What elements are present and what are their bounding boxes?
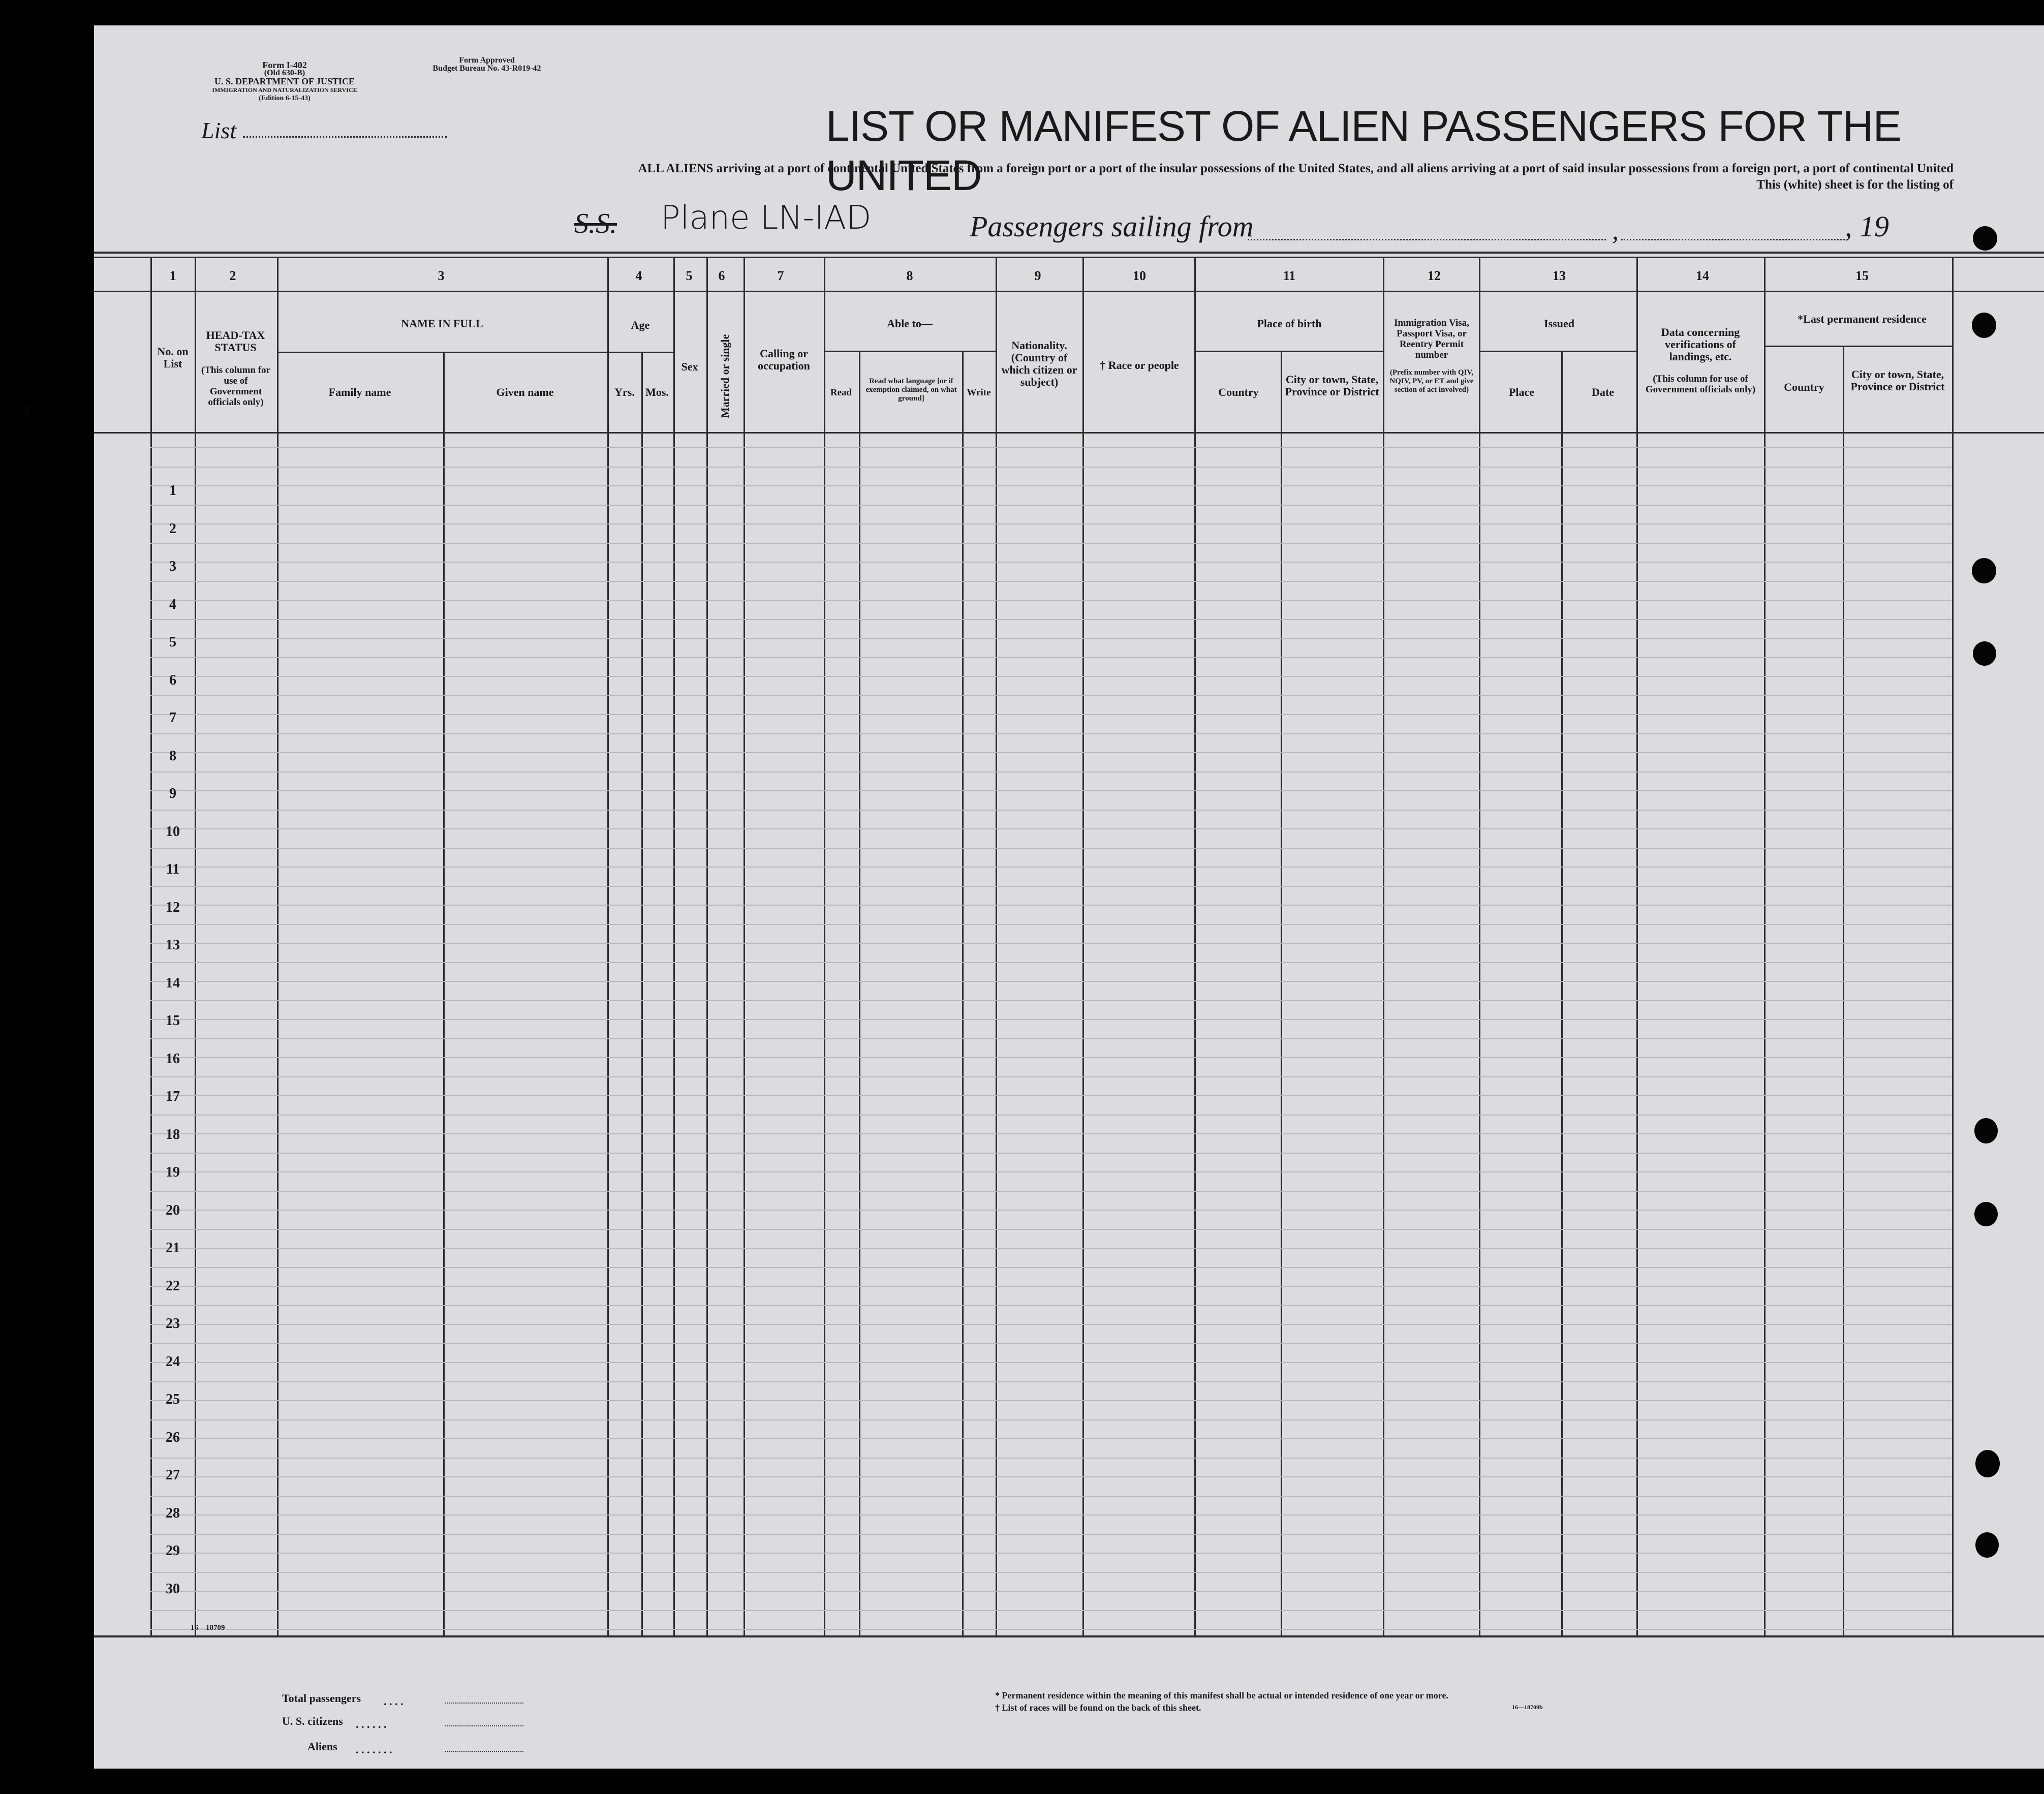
ruled-line <box>150 1248 1952 1249</box>
header-place-of-birth: Place of birth <box>1257 317 1322 330</box>
ruled-line <box>150 810 1952 811</box>
col-num-10: 10 <box>1133 268 1146 283</box>
table-top-border <box>94 252 2044 254</box>
residence-subheader-line <box>1764 346 1952 347</box>
budget-bureau: Budget Bureau No. 43-R019-42 <box>432 64 541 73</box>
header-head-tax: HEAD-TAX STATUS <box>206 329 265 354</box>
row-number: 18 <box>166 1127 180 1142</box>
ruled-line <box>150 1553 1952 1554</box>
col-line <box>706 257 708 1636</box>
aliens-label: Aliens <box>307 1740 337 1753</box>
ruled-line <box>150 1419 1952 1420</box>
ruled-line <box>150 752 1952 753</box>
header-head-tax-note: (This column for use of Government officials only) <box>201 365 271 408</box>
header-race: † Race or people <box>1100 359 1179 372</box>
header-sex: Sex <box>681 360 698 373</box>
ruled-line <box>150 1286 1952 1287</box>
footnote-races: † List of races will be found on the back of this sheet. <box>995 1703 1201 1713</box>
ruled-line <box>150 1057 1952 1058</box>
age-subheader-line <box>607 352 673 353</box>
ruled-line <box>150 943 1952 944</box>
ruled-line <box>150 1076 1952 1077</box>
row-number: 2 <box>169 521 176 537</box>
ruled-line <box>150 1153 1952 1154</box>
row-number: 17 <box>166 1089 180 1104</box>
row-number: 9 <box>169 786 176 801</box>
row-number: 16 <box>166 1051 180 1067</box>
header-able-to: Able to— <box>887 317 933 330</box>
header-date: Date <box>1592 386 1614 398</box>
table-top-border-2 <box>94 257 2044 258</box>
ruled-line <box>150 848 1952 849</box>
ruled-line <box>150 1629 1952 1630</box>
header-read: Read <box>830 387 852 398</box>
ruled-line <box>150 1362 1952 1363</box>
sailing-from-field[interactable] <box>1248 239 1606 240</box>
ruled-line <box>150 600 1952 601</box>
ruled-line <box>150 1438 1952 1439</box>
ruled-line <box>150 581 1952 582</box>
row-number: 10 <box>166 824 180 840</box>
col-num-15: 15 <box>1855 268 1869 283</box>
able-subheader-line <box>824 351 996 352</box>
header-name-in-full: NAME IN FULL <box>401 317 483 330</box>
col-line <box>1194 257 1196 1636</box>
ruled-line <box>150 771 1952 772</box>
ruled-line <box>150 1191 1952 1192</box>
row-number: 4 <box>169 597 176 612</box>
col-line <box>1843 346 1844 1636</box>
row-number: 7 <box>169 710 176 726</box>
dot-leader: . . . . . . <box>356 1718 387 1730</box>
row-number: 12 <box>166 900 180 915</box>
ruled-line <box>150 1324 1952 1325</box>
vessel-handwritten[interactable]: Plane LN-IAD <box>661 199 872 237</box>
header-no-on-list: No. on List <box>157 345 189 370</box>
ruled-line <box>150 886 1952 887</box>
col-num-7: 7 <box>777 268 784 283</box>
col-num-5: 5 <box>686 268 693 283</box>
punch-hole <box>1975 1532 1999 1558</box>
form-number: Form I-402 <box>262 60 307 70</box>
ruled-line <box>150 1038 1952 1039</box>
col-line <box>1636 257 1638 1636</box>
ruled-line <box>150 505 1952 506</box>
date-field[interactable] <box>1621 239 1845 240</box>
ruled-line <box>150 676 1952 677</box>
punch-hole <box>1972 313 1996 338</box>
ruled-line <box>150 1000 1952 1001</box>
row-number: 5 <box>169 634 176 650</box>
ruled-line <box>150 467 1952 468</box>
row-number: 28 <box>166 1505 180 1521</box>
col-num-14: 14 <box>1696 268 1709 283</box>
header-city-town-2: City or town, State, Province or District <box>1850 368 1945 393</box>
ruled-line <box>150 714 1952 715</box>
ruled-line <box>150 695 1952 696</box>
ruled-line <box>150 924 1952 925</box>
ruled-line <box>150 1095 1952 1096</box>
col-line <box>641 352 643 1636</box>
col-num-6: 6 <box>718 268 725 283</box>
col-num-4: 4 <box>635 268 642 283</box>
col-num-2: 2 <box>229 268 236 283</box>
header-issued: Issued <box>1544 317 1574 330</box>
form-approved: Form Approved <box>459 56 515 65</box>
punch-hole <box>1972 558 1996 583</box>
footnote-permanent: * Permanent residence within the meaning of this manifest shall be actual or intended residence of one year or more. <box>995 1690 1448 1700</box>
col-num-9: 9 <box>1034 268 1041 283</box>
row-number: 20 <box>166 1202 180 1218</box>
header-nationality: Nationality. (Country of which citizen or subject) <box>1001 339 1077 388</box>
ruled-line <box>150 1267 1952 1268</box>
manifest-sheet <box>94 25 2044 1769</box>
col-line <box>824 257 825 1636</box>
col-num-8: 8 <box>906 268 913 283</box>
row-number: 13 <box>166 937 180 953</box>
col-line <box>1952 257 1954 1636</box>
row-number: 19 <box>166 1164 180 1180</box>
col-line <box>1082 257 1084 1636</box>
ruled-line <box>150 867 1952 868</box>
print-code: 16—18709 <box>191 1624 225 1632</box>
column-number-divider <box>94 291 2044 292</box>
ruled-line <box>150 1458 1952 1459</box>
ruled-line <box>150 1514 1952 1515</box>
header-yrs: Yrs. <box>614 386 635 398</box>
total-passengers-field[interactable] <box>445 1703 523 1704</box>
us-citizens-label: U. S. citizens <box>282 1715 343 1727</box>
row-number: 24 <box>166 1354 180 1370</box>
col-num-11: 11 <box>1283 268 1296 283</box>
col-line <box>607 257 609 1636</box>
ruled-line <box>150 962 1952 963</box>
ruled-line <box>150 1534 1952 1535</box>
ruled-line <box>150 1115 1952 1116</box>
ruled-line <box>150 828 1952 829</box>
col-line <box>150 257 152 1636</box>
department-name: U. S. DEPARTMENT OF JUSTICE <box>214 76 355 86</box>
ruled-line <box>150 981 1952 982</box>
col-line <box>443 352 445 1636</box>
subtitle-line2: This (white) sheet is for the listing of <box>1756 178 1954 192</box>
name-subheader-line <box>277 352 607 353</box>
header-place: Place <box>1508 386 1535 398</box>
ruled-line <box>150 1476 1952 1477</box>
col-num-3: 3 <box>438 268 445 283</box>
col-line <box>1764 257 1766 1636</box>
header-visa: Immigration Visa, Passport Visa, or Reentry Permit number <box>1394 318 1469 360</box>
ruled-line <box>150 1496 1952 1497</box>
ruled-line <box>150 619 1952 620</box>
ss-label: S.S. <box>574 208 617 239</box>
header-age: Age <box>631 319 650 331</box>
header-country: Country <box>1218 386 1259 398</box>
subtitle-line1: ALL ALIENS arriving at a port of continental United States from a foreign port or a port of the insular possessions of the United States, and all aliens arriving at a port of said insular possessions from a foreign port, a port of continental United <box>638 162 1954 175</box>
table-bottom-border <box>94 1635 2044 1637</box>
row-number: 25 <box>166 1391 180 1407</box>
row-number: 29 <box>166 1543 180 1559</box>
col-line <box>1479 257 1480 1636</box>
footnote-code: 16—18709b <box>1512 1704 1543 1711</box>
ruled-line <box>150 1343 1952 1344</box>
year-label: , 19 <box>1845 210 1889 243</box>
comma-separator: , <box>1612 216 1619 245</box>
header-country-2: Country <box>1784 381 1824 393</box>
punch-hole <box>1974 1118 1998 1143</box>
ruled-line <box>150 1305 1952 1306</box>
punch-hole <box>1975 1450 2000 1477</box>
ruled-line <box>150 1171 1952 1172</box>
header-data-concerning: Data concerning verifications of landings, etc. <box>1661 326 1740 363</box>
row-number: 14 <box>166 975 180 991</box>
col-num-13: 13 <box>1553 268 1566 283</box>
header-city-town: City or town, State, Province or District <box>1285 373 1379 398</box>
ruled-line <box>150 1381 1952 1382</box>
page-title: LIST OR MANIFEST OF ALIEN PASSENGERS FOR THE UNITED <box>826 102 1901 199</box>
ruled-line <box>150 523 1952 524</box>
form-old-number: (Old 630-B) <box>264 69 305 77</box>
punch-hole <box>1974 1202 1998 1226</box>
row-number: 26 <box>166 1430 180 1445</box>
issued-subheader-line <box>1479 351 1636 352</box>
row-number: 21 <box>166 1240 180 1256</box>
ruled-line <box>150 562 1952 563</box>
header-family-name: Family name <box>328 386 391 398</box>
col-num-1: 1 <box>169 268 176 283</box>
sailing-from-label: Passengers sailing from <box>970 210 1254 243</box>
row-number: 23 <box>166 1316 180 1332</box>
ruled-line <box>150 1572 1952 1573</box>
ruled-line <box>150 1019 1952 1020</box>
col-num-12: 12 <box>1428 268 1441 283</box>
ruled-line <box>150 1133 1952 1134</box>
header-mos: Mos. <box>645 386 669 398</box>
ruled-line <box>150 543 1952 544</box>
row-number: 27 <box>166 1467 180 1483</box>
ruled-line <box>150 905 1952 906</box>
row-number: 3 <box>169 559 176 574</box>
list-number-field[interactable] <box>243 136 447 138</box>
header-write: Write <box>967 387 991 398</box>
row-number: 1 <box>169 483 176 499</box>
list-label: List <box>201 117 237 143</box>
row-number: 11 <box>166 861 180 877</box>
row-number: 30 <box>166 1581 180 1597</box>
ruled-line <box>150 1400 1952 1401</box>
ruled-line <box>150 485 1952 486</box>
col-line <box>195 257 196 1636</box>
ruled-line <box>150 657 1952 658</box>
punch-hole <box>22 404 32 418</box>
birth-subheader-line <box>1194 351 1383 352</box>
col-line <box>277 257 278 1636</box>
row-number: 15 <box>166 1013 180 1029</box>
col-line <box>744 257 745 1636</box>
ruled-line <box>150 447 1952 448</box>
ruled-line <box>150 733 1952 734</box>
header-bottom-border <box>94 432 2044 434</box>
row-number: 8 <box>169 748 176 764</box>
ruled-line <box>150 1210 1952 1211</box>
ruled-line <box>150 1610 1952 1611</box>
ruled-line <box>150 1591 1952 1592</box>
ruled-line <box>150 638 1952 639</box>
col-line <box>996 257 997 1636</box>
punch-hole <box>1973 641 1996 666</box>
ruled-line <box>150 790 1952 791</box>
header-last-residence: *Last permanent residence <box>1798 313 1927 325</box>
header-calling: Calling or occupation <box>758 347 810 372</box>
service-name: IMMIGRATION AND NATURALIZATION SERVICE <box>212 86 357 94</box>
header-data-note: (This column for use of Government officials only) <box>1645 374 1756 395</box>
header-given-name: Given name <box>496 386 554 398</box>
ruled-line <box>150 1229 1952 1230</box>
dot-leader: . . . . <box>384 1695 404 1708</box>
header-read-language: Read what language [or if exemption claimed, on what ground] <box>865 377 957 403</box>
dot-leader: . . . . . . . <box>356 1743 392 1756</box>
us-citizens-field[interactable] <box>445 1725 523 1726</box>
aliens-field[interactable] <box>445 1751 523 1752</box>
row-number: 6 <box>169 672 176 688</box>
header-married: Married or single <box>719 334 731 418</box>
header-visa-note: (Prefix number with QIV, NQIV, PV, or ET and give section of act involved) <box>1389 368 1474 394</box>
row-number: 22 <box>166 1278 180 1294</box>
total-passengers-label: Total passengers <box>282 1692 361 1705</box>
form-edition: (Edition 6-15-43) <box>259 95 311 102</box>
col-line <box>1383 257 1384 1636</box>
col-line <box>673 257 675 1636</box>
